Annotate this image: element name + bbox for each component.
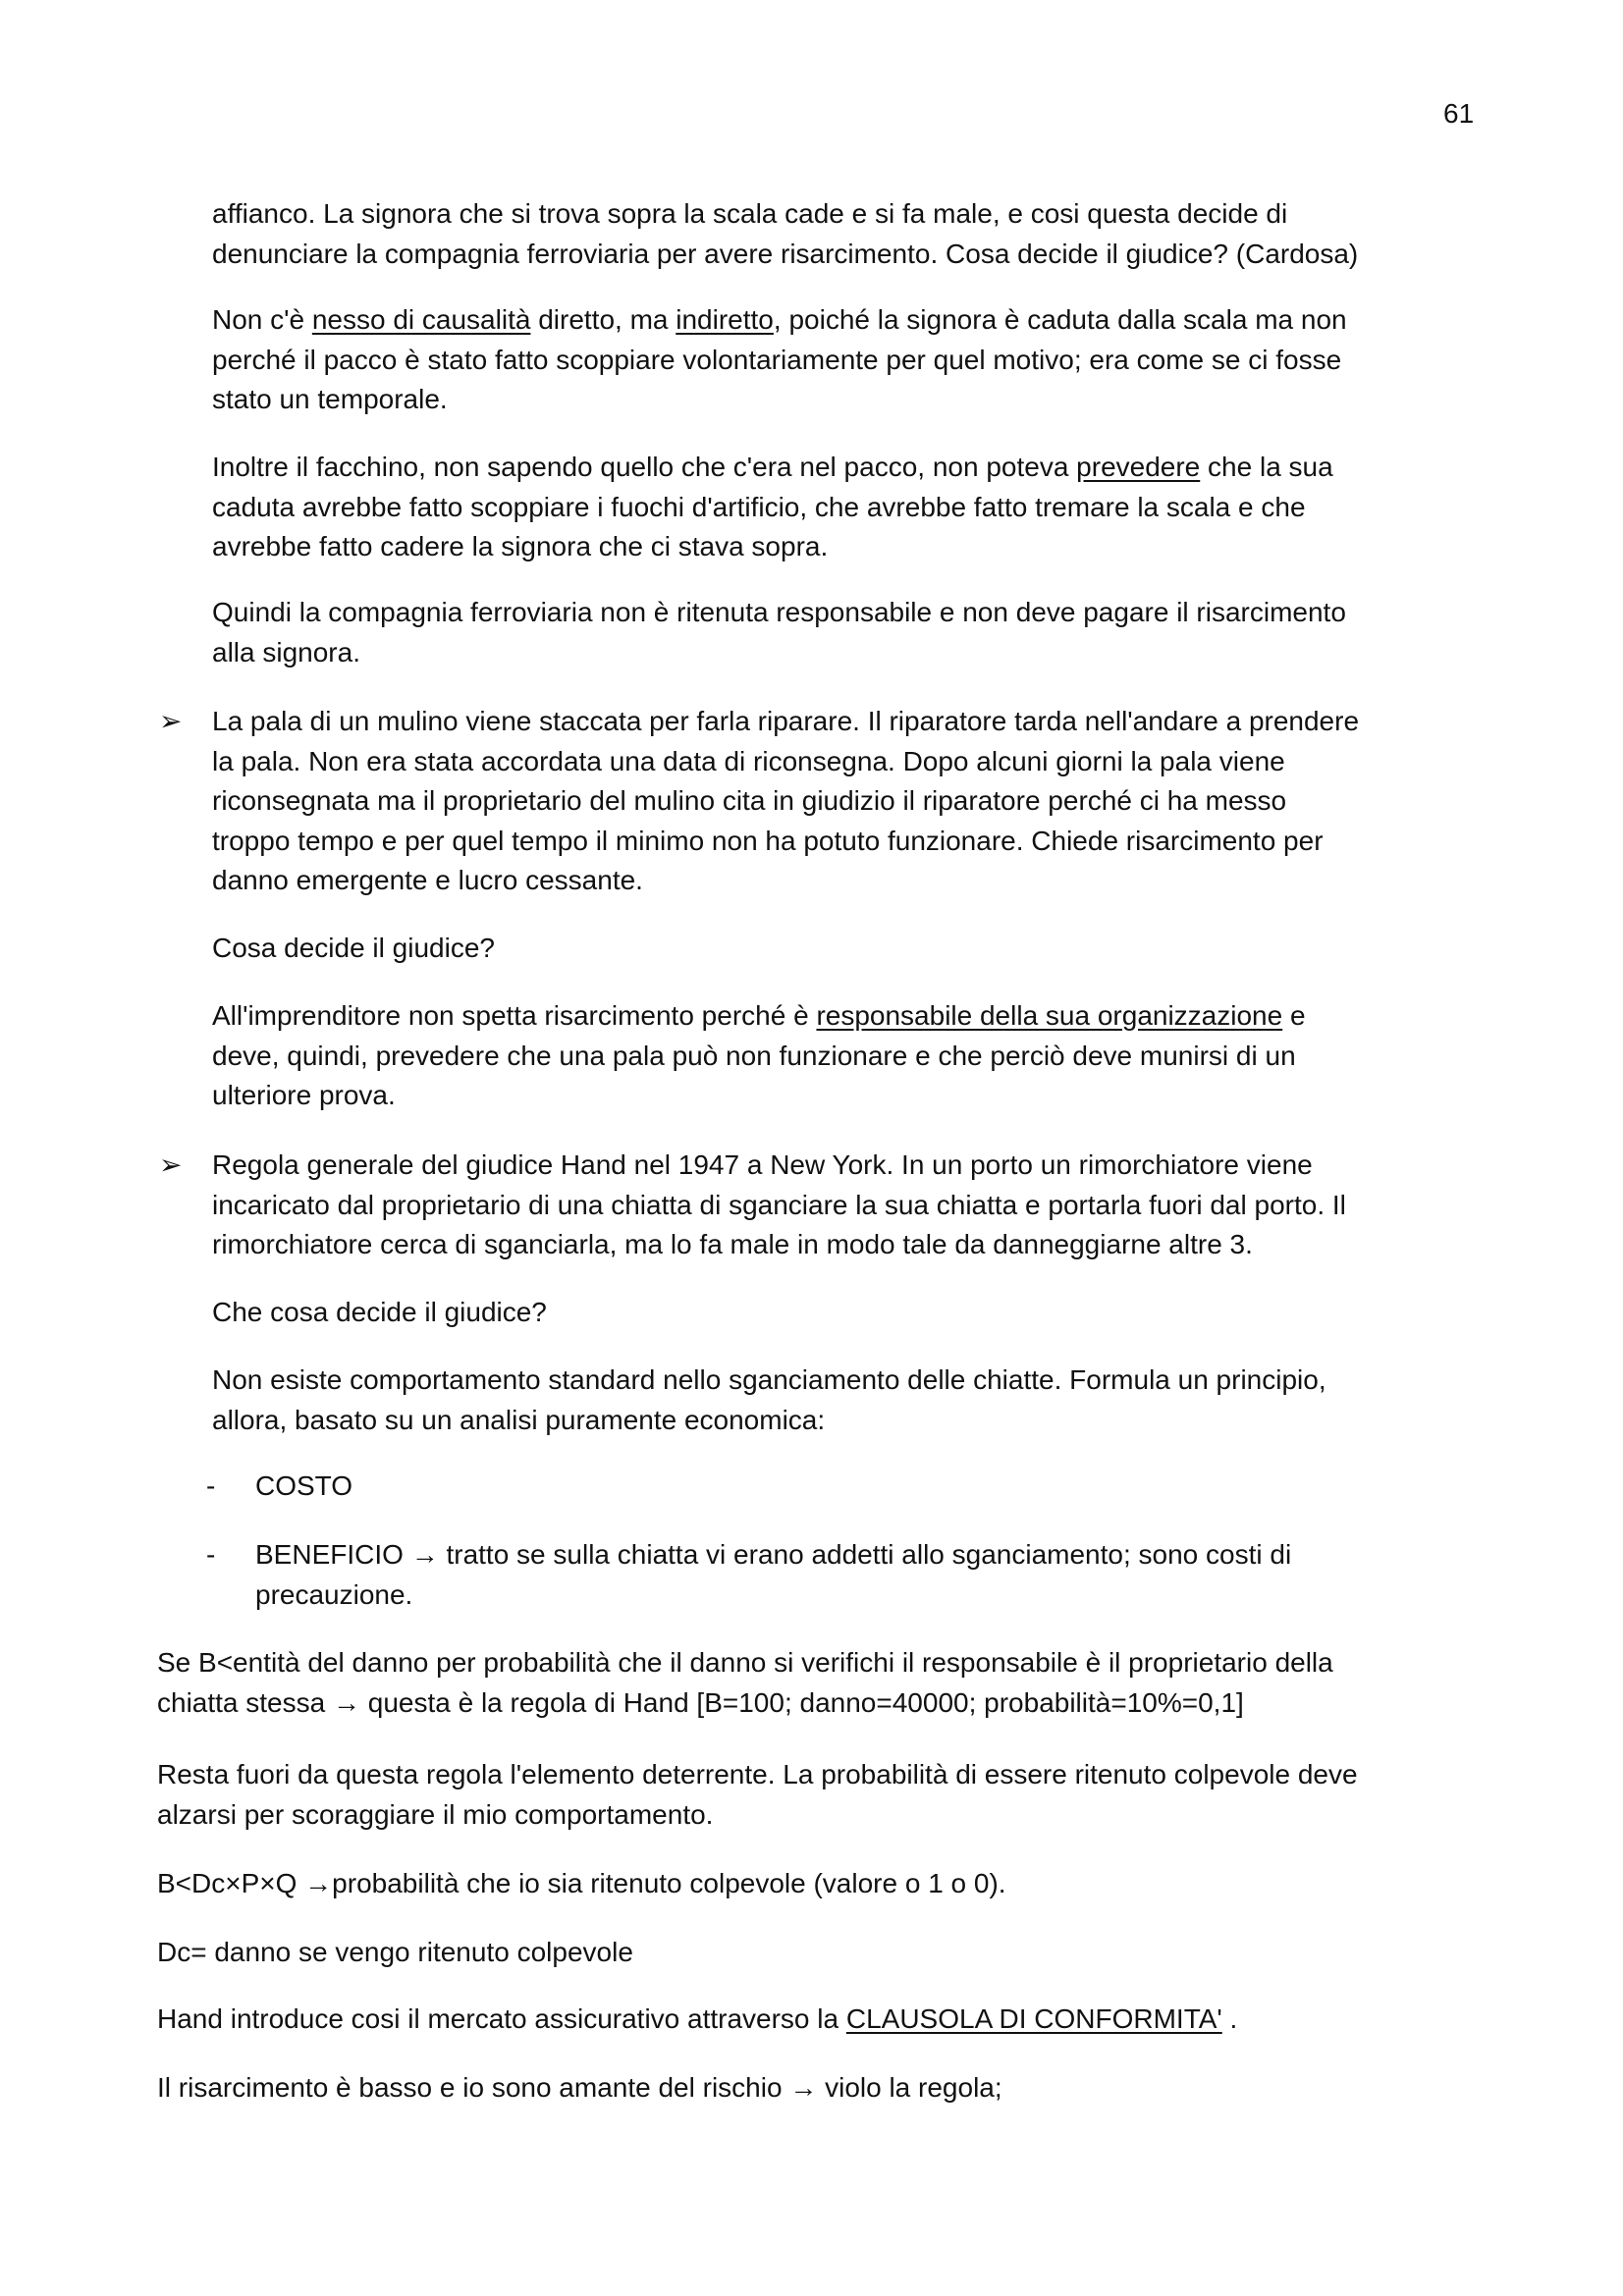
- text-segment: Non esiste comportamento standard nello sganciamento delle chiatte. Formula un principio,: [212, 1364, 1326, 1395]
- text-segment: Hand introduce cosi il mercato assicurativo attraverso la: [157, 2003, 846, 2034]
- text-line: [212, 861, 1359, 901]
- text-line: [212, 1225, 1346, 1265]
- text-segment: Cosa decide il giudice?: [212, 933, 495, 963]
- text-segment: avrebbe fatto cadere la signora che ci stava sopra.: [212, 531, 829, 561]
- paragraph: [212, 996, 1306, 1116]
- text-segment: stato un temporale.: [212, 384, 448, 414]
- text-segment: rimorchiatore cerca di sganciarla, ma lo fa male in modo tale da danneggiarne altre 3.: [212, 1229, 1253, 1259]
- paragraph: [157, 1755, 1358, 1835]
- paragraph: [212, 1293, 547, 1333]
- list-item: [255, 1467, 352, 1507]
- paragraph: [212, 1361, 1326, 1440]
- paragraph: [157, 2068, 1002, 2109]
- text-line: [212, 300, 1347, 341]
- underlined-term: prevedere: [1076, 452, 1201, 482]
- text-segment: precauzione.: [255, 1578, 413, 1610]
- text-line: [212, 822, 1359, 862]
- text-line: [212, 996, 1306, 1037]
- text-line: [212, 1401, 1326, 1441]
- text-line: [212, 341, 1347, 381]
- text-line: [157, 1864, 1006, 1904]
- text-line: [255, 1467, 352, 1507]
- text-line: [212, 1186, 1346, 1226]
- paragraph: [157, 1643, 1333, 1723]
- text-line: [212, 1146, 1346, 1186]
- dash-bullet-icon: -: [206, 1539, 216, 1570]
- text-segment: la pala. Non era stata accordata una data di riconsegna. Dopo alcuni giorni la pala viene: [212, 745, 1285, 776]
- paragraph: [212, 929, 495, 969]
- text-segment: All'imprenditore non spetta risarcimento perché è: [212, 1000, 817, 1031]
- text-line: [157, 1755, 1358, 1795]
- text-segment: allora, basato su un analisi puramente economica:: [212, 1404, 826, 1435]
- paragraph: [157, 1864, 1006, 1904]
- text-line: [212, 593, 1346, 633]
- text-segment: La pala di un mulino viene staccata per farla riparare. Il riparatore tarda nell'andare a prendere: [212, 706, 1360, 736]
- text-line: [212, 235, 1358, 275]
- text-segment: alla signora.: [212, 636, 360, 667]
- underlined-term: CLAUSOLA DI CONFORMITA': [845, 2003, 1222, 2034]
- text-line: [212, 1293, 547, 1333]
- text-segment: denunciare la compagnia ferroviaria per avere risarcimento. Cosa decide il giudice? (Cardosa): [212, 238, 1359, 269]
- text-line: [157, 1795, 1358, 1836]
- dash-bullet-icon: -: [206, 1470, 216, 1501]
- text-line: [212, 742, 1359, 782]
- underlined-term: nesso di causalità: [311, 304, 531, 335]
- arrow-bullet-icon: ➢: [159, 706, 183, 736]
- text-line: [255, 1535, 1291, 1575]
- paragraph: [212, 593, 1346, 672]
- text-segment: , poiché la signora è caduta dalla scala ma non: [773, 304, 1347, 335]
- text-segment: Resta fuori da questa regola l'elemento deterrente. La probabilità di essere ritenuto colpevole deve: [157, 1759, 1358, 1789]
- underlined-term: responsabile della sua organizzazione: [816, 1000, 1283, 1031]
- text-segment: BENEFICIO → tratto se sulla chiatta vi erano addetti allo sganciamento; sono costi di: [255, 1539, 1292, 1570]
- text-segment: ulteriore prova.: [212, 1080, 396, 1110]
- text-line: [157, 2000, 1237, 2040]
- text-line: [212, 1076, 1306, 1116]
- text-line: [212, 1037, 1306, 1077]
- text-segment: affianco. La signora che si trova sopra la scala cade e si fa male, e cosi questa decide di: [212, 198, 1288, 229]
- text-line: [212, 488, 1333, 528]
- text-segment: Il risarcimento è basso e io sono amante del rischio → violo la regola;: [157, 2072, 1002, 2103]
- text-segment: e: [1282, 1000, 1306, 1031]
- text-segment: caduta avrebbe fatto scoppiare i fuochi d'artificio, che avrebbe fatto tremare la scala e che: [212, 491, 1306, 522]
- list-item: [212, 1146, 1346, 1265]
- text-line: [157, 2068, 1002, 2109]
- text-line: [212, 781, 1359, 822]
- text-line: [212, 633, 1346, 673]
- arrow-bullet-icon: ➢: [159, 1149, 183, 1180]
- text-segment: Quindi la compagnia ferroviaria non è ritenuta responsabile e non deve pagare il risarcimento: [212, 597, 1346, 627]
- text-line: [212, 702, 1359, 742]
- paragraph: [157, 2000, 1237, 2040]
- text-segment: Che cosa decide il giudice?: [212, 1297, 547, 1327]
- text-segment: perché il pacco è stato fatto scoppiare volontariamente per quel motivo; era come se ci fosse: [212, 344, 1342, 375]
- text-segment: che la sua: [1200, 452, 1333, 482]
- text-segment: chiatta stessa → questa è la regola di Hand [B=100; danno=40000; probabilità=10%=0,1]: [157, 1686, 1244, 1718]
- text-segment: incaricato dal proprietario di una chiatta di sganciare la sua chiatta e portarla fuori dal porto. Il: [212, 1189, 1346, 1220]
- text-line: [212, 929, 495, 969]
- text-segment: riconsegnata ma il proprietario del mulino cita in giudizio il riparatore perché ci ha messo: [212, 785, 1287, 816]
- text-segment: alzarsi per scoraggiare il mio comportamento.: [157, 1798, 714, 1830]
- text-segment: diretto, ma: [530, 304, 676, 335]
- text-line: [157, 1933, 633, 1973]
- list-item: [255, 1535, 1291, 1615]
- text-segment: troppo tempo e per quel tempo il minimo non ha potuto funzionare. Chiede risarcimento per: [212, 825, 1324, 856]
- text-segment: COSTO: [255, 1470, 353, 1501]
- text-line: [157, 1683, 1333, 1724]
- list-item: [212, 702, 1359, 901]
- text-segment: .: [1221, 2003, 1238, 2034]
- text-line: [255, 1575, 1291, 1616]
- text-line: [212, 380, 1347, 420]
- underlined-term: indiretto: [676, 304, 774, 335]
- paragraph: [212, 194, 1358, 274]
- text-segment: B<Dc×P×Q →probabilità che io sia ritenuto colpevole (valore o 1 o 0).: [157, 1868, 1006, 1898]
- text-line: [212, 448, 1333, 488]
- text-line: [212, 527, 1333, 567]
- paragraph: [157, 1933, 633, 1973]
- text-segment: Se B<entità del danno per probabilità che il danno si verifichi il responsabile è il proprietario della: [157, 1647, 1333, 1678]
- text-segment: danno emergente e lucro cessante.: [212, 865, 643, 895]
- text-line: [212, 1361, 1326, 1401]
- paragraph: [212, 300, 1347, 420]
- text-segment: Non c'è: [212, 304, 312, 335]
- text-line: [157, 1643, 1333, 1683]
- text-segment: deve, quindi, prevedere che una pala può non funzionare e che perciò deve munirsi di un: [212, 1040, 1296, 1071]
- page-number: 61: [1443, 98, 1475, 129]
- text-line: [212, 194, 1358, 235]
- text-segment: Dc= danno se vengo ritenuto colpevole: [157, 1937, 633, 1967]
- text-segment: Inoltre il facchino, non sapendo quello che c'era nel pacco, non poteva: [212, 452, 1077, 482]
- paragraph: [212, 448, 1333, 567]
- text-segment: Regola generale del giudice Hand nel 1947 a New York. In un porto un rimorchiatore viene: [212, 1149, 1313, 1180]
